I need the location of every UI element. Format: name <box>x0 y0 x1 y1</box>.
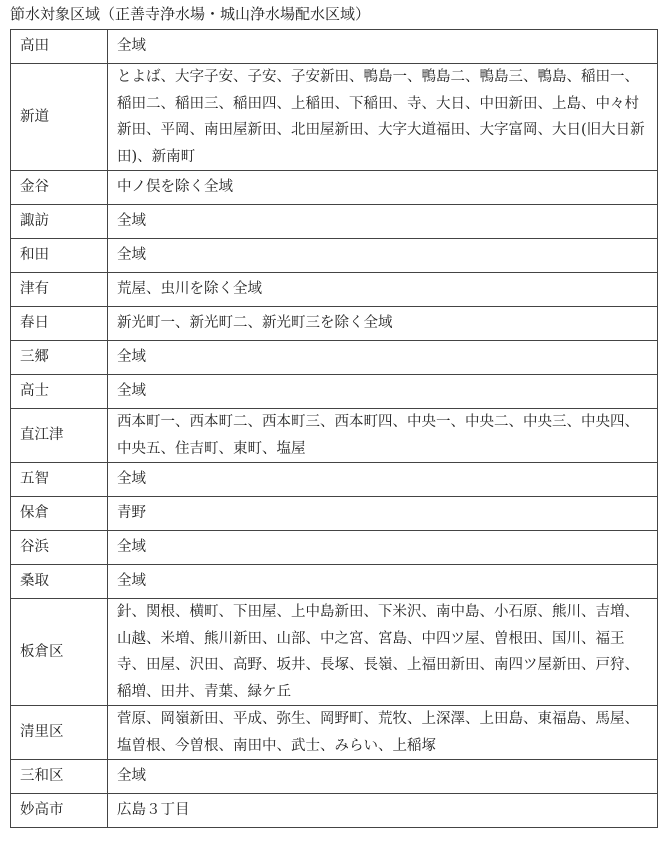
zones-cell: とよば、大字子安、子安、子安新田、鴨島一、鴨島二、鴨島三、鴨島、稲田一、稲田二、稲田三、稲田四、上稲田、下稲田、寺、大日、中田新田、上島、中々村新田、平岡、南田屋新田、北田屋新田、大字大道福田、大字富岡、大日(旧大日新田)、新南町 <box>108 64 658 171</box>
zones-cell: 全域 <box>108 205 658 239</box>
district-cell: 和田 <box>11 239 108 273</box>
table-row <box>11 239 658 273</box>
district-cell: 板倉区 <box>11 599 108 706</box>
table-row <box>11 273 658 307</box>
district-cell: 五智 <box>11 463 108 497</box>
table-row <box>11 531 658 565</box>
target-area-table <box>10 29 658 828</box>
table-row <box>11 760 658 794</box>
table-row <box>11 171 658 205</box>
district-cell: 谷浜 <box>11 531 108 565</box>
district-cell: 三郷 <box>11 341 108 375</box>
district-cell: 春日 <box>11 307 108 341</box>
district-cell: 妙高市 <box>11 794 108 828</box>
table-row <box>11 409 658 463</box>
zones-cell: 全域 <box>108 463 658 497</box>
table-row <box>11 706 658 760</box>
district-cell: 三和区 <box>11 760 108 794</box>
table-row <box>11 205 658 239</box>
district-cell: 保倉 <box>11 497 108 531</box>
table-row <box>11 463 658 497</box>
district-cell: 清里区 <box>11 706 108 760</box>
zones-cell: 全域 <box>108 30 658 64</box>
table-row <box>11 794 658 828</box>
zones-cell: 新光町一、新光町二、新光町三を除く全域 <box>108 307 658 341</box>
district-cell: 津有 <box>11 273 108 307</box>
district-cell: 高田 <box>11 30 108 64</box>
zones-cell: 広島３丁目 <box>108 794 658 828</box>
zones-cell: 菅原、岡嶺新田、平成、弥生、岡野町、荒牧、上深澤、上田島、東福島、馬屋、塩曽根、今曽根、南田中、武士、みらい、上稲塚 <box>108 706 658 760</box>
district-cell: 金谷 <box>11 171 108 205</box>
zones-cell: 全域 <box>108 239 658 273</box>
district-cell: 高士 <box>11 375 108 409</box>
district-cell: 桑取 <box>11 565 108 599</box>
district-cell: 諏訪 <box>11 205 108 239</box>
table-row <box>11 565 658 599</box>
district-cell: 新道 <box>11 64 108 171</box>
zones-cell: 全域 <box>108 375 658 409</box>
zones-cell: 全域 <box>108 565 658 599</box>
zones-cell: 中ノ俣を除く全域 <box>108 171 658 205</box>
table-row <box>11 341 658 375</box>
zones-cell: 全域 <box>108 341 658 375</box>
table-row <box>11 497 658 531</box>
table-row <box>11 599 658 706</box>
table-row <box>11 30 658 64</box>
zones-cell: 針、関根、横町、下田屋、上中島新田、下米沢、南中島、小石原、熊川、吉増、山越、米増、熊川新田、山部、中之宮、宮島、中四ツ屋、曽根田、国川、福王寺、田屋、沢田、高野、坂井、長塚、長嶺、上福田新田、南四ツ屋新田、戸狩、稲増、田井、青葉、緑ケ丘 <box>108 599 658 706</box>
page-title: 節水対象区域（正善寺浄水場・城山浄水場配水区域） <box>10 5 371 23</box>
table-row <box>11 307 658 341</box>
zones-cell: 荒屋、虫川を除く全域 <box>108 273 658 307</box>
zones-cell: 全域 <box>108 760 658 794</box>
zones-cell: 全域 <box>108 531 658 565</box>
district-cell: 直江津 <box>11 409 108 463</box>
zones-cell: 西本町一、西本町二、西本町三、西本町四、中央一、中央二、中央三、中央四、中央五、住吉町、東町、塩屋 <box>108 409 658 463</box>
table-row <box>11 375 658 409</box>
zones-cell: 青野 <box>108 497 658 531</box>
table-row <box>11 64 658 171</box>
